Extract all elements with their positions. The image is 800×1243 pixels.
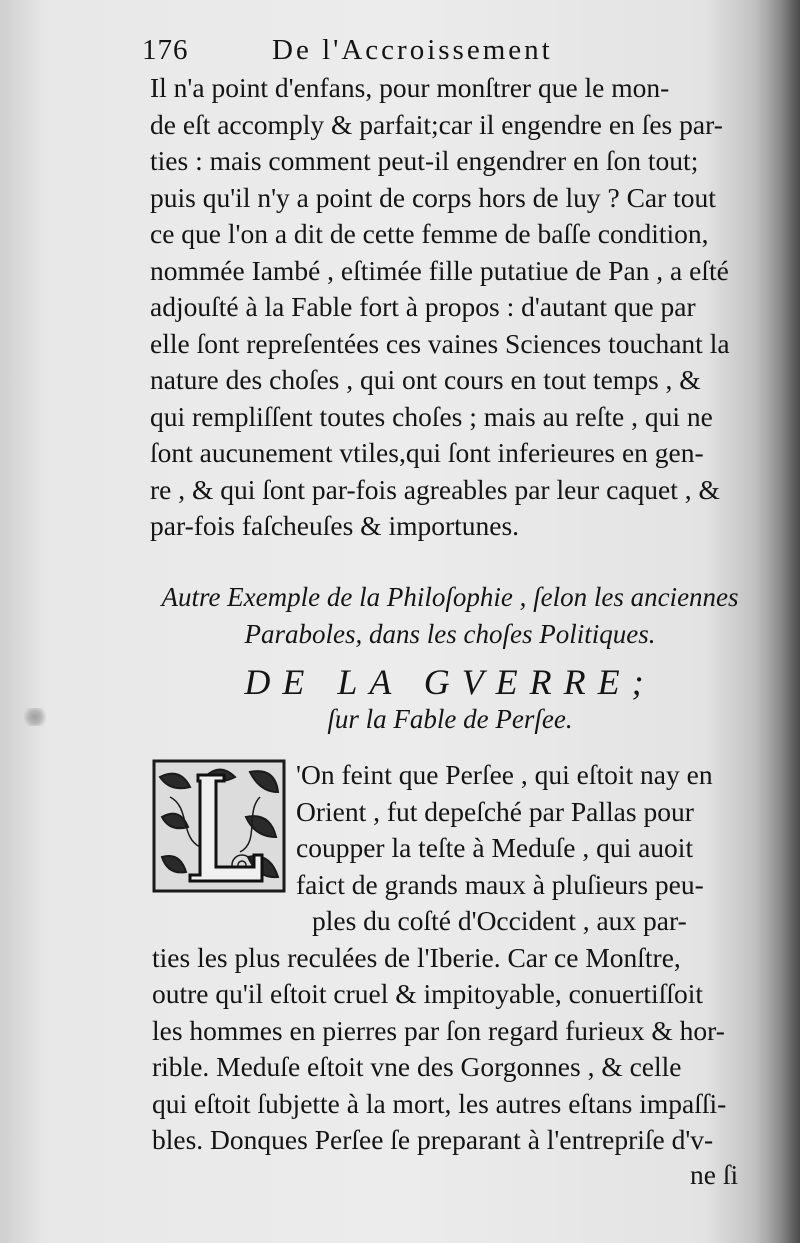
text-line: par-fois faſcheuſes & importunes. [150,510,520,541]
decorated-initial-icon [150,757,288,895]
text-line: re , & qui ſont par-fois agreables par leur caquet , & [150,473,720,505]
section-subtitle-line-2: Paraboles, dans les choſes Politiques. [244,619,656,649]
ink-smudge [22,708,48,726]
text-line: ples du coſté d'Occident , aux par- [312,905,687,936]
text-line: de eſt accomply & parfait;car il engendre en ſes par- [150,108,723,140]
running-title: De l'Accroissement [272,34,553,66]
chapter-subtitle: ſur la Fable de Perſee. [327,704,573,734]
text-line: outre qu'il eſtoit cruel & impitoyable, conuertiſſoit [152,978,704,1009]
paragraph-2-continued [152,903,752,1159]
text-line: nommée Iambé , eſtimée fille putatiue de Pan , a eſté [150,254,729,286]
text-line: puis qu'il n'y a point de corps hors de luy ? Car tout [150,181,716,213]
catchword: ne ſi [690,1159,739,1190]
text-line: faict de grands maux à pluſieurs peu- [296,868,704,900]
text-line: bles. Donques Perſee ſe preparant à l'entrepriſe d'v- [152,1124,714,1155]
text-line: Orient , fut depeſché par Pallas pour [296,795,694,827]
text-line: ties les plus reculées de l'Iberie. Car ce Monſtre, [152,941,681,973]
paragraph-2-opening [296,757,756,903]
text-line: elle ſont repreſentées ces vaines Sciences touchant la [150,327,730,359]
section-subtitle-line-1: Autre Exemple de la Philoſophie , ſelon les anciennes [161,582,739,612]
text-line: les hommes en pierres par ſon regard furieux & hor- [152,1014,725,1046]
text-line: adjouſté à la Fable fort à propos : d'autant que par [150,291,696,322]
text-line: ſont aucunement vtiles,qui ſont inferieures en gen- [150,437,704,468]
text-line: qui eſtoit ſubjette à la mort, les autres eſtans impaſſi- [152,1087,727,1119]
text-line: coupper la teſte à Meduſe , qui auoit [296,832,694,863]
text-line: ties : mais comment peut-il engendrer en ſon tout; [150,145,699,176]
page-number: 176 [142,34,189,66]
text-line: qui rempliſſent toutes choſes ; mais au reſte , qui ne [150,400,713,432]
text-line: nature des choſes , qui ont cours en tout temps , & [150,364,701,395]
text-line: ce que l'on a dit de cette femme de baſſe condition, [150,218,709,249]
paragraph-1 [150,70,750,545]
text-line: 'On feint que Perſee , qui eſtoit nay en [296,759,713,790]
text-line: rible. Meduſe eſtoit vne des Gorgonnes , & celle [152,1051,682,1082]
running-header [142,30,762,70]
chapter-title: DE LA GVERRE; [244,662,656,702]
page-gutter-shadow [754,0,800,1243]
text-line: Il n'a point d'enfans, pour monſtrer que le mon- [150,72,670,103]
